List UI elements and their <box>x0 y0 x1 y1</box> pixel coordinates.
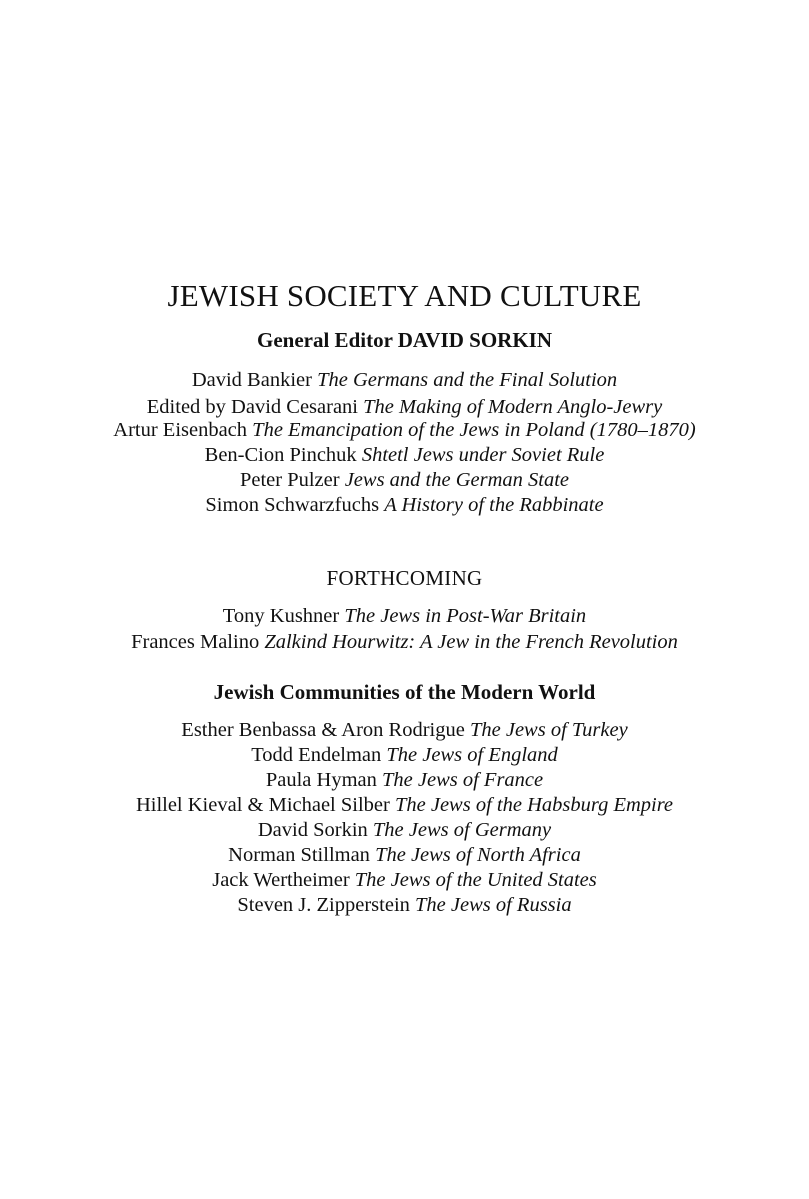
book-author: David Bankier <box>191 369 312 391</box>
book-title: The Jews of Turkey <box>469 719 628 741</box>
book-title: The Jews of England <box>386 744 558 766</box>
book-entry <box>0 606 809 627</box>
book-entry <box>0 845 809 866</box>
book-author: Esther Benbassa & Aron Rodrigue <box>181 719 465 741</box>
forthcoming-heading: FORTHCOMING <box>326 566 483 590</box>
book-entry <box>0 795 809 816</box>
book-entry <box>0 420 809 441</box>
book-author: Frances Malino <box>131 631 260 653</box>
book-author: Peter Pulzer <box>239 469 340 491</box>
book-author: Artur Eisenbach <box>113 419 248 441</box>
book-title: The Jews of the Habsburg Empire <box>394 794 674 816</box>
book-entry <box>0 632 809 653</box>
book-title: The Jews of Germany <box>372 819 552 841</box>
book-title: Shtetl Jews under Soviet Rule <box>361 444 605 466</box>
series-title: JEWISH SOCIETY AND CULTURE <box>167 278 642 313</box>
book-author: Todd Endelman <box>251 744 382 766</box>
book-entry <box>0 495 809 516</box>
book-author: Steven J. Zipperstein <box>237 894 410 916</box>
book-author: Hillel Kieval & Michael Silber <box>135 794 390 816</box>
book-author: Paula Hyman <box>265 769 377 791</box>
book-author: Tony Kushner <box>222 605 340 627</box>
book-author: Simon Schwarzfuchs <box>205 494 380 516</box>
general-editor: General Editor DAVID SORKIN <box>257 328 552 352</box>
book-entry <box>0 870 809 891</box>
book-entry <box>0 745 809 766</box>
book-entry <box>0 445 809 466</box>
book-entry <box>0 770 809 791</box>
book-title: The Jews of North Africa <box>375 844 581 866</box>
book-entry <box>0 720 809 741</box>
book-title: The Jews of the United States <box>354 869 597 891</box>
book-title: A History of the Rabbinate <box>384 494 604 516</box>
book-title: The Making of Modern Anglo-Jewry <box>363 396 663 418</box>
book-title: The Jews in Post-War Britain <box>344 605 587 627</box>
book-entry <box>0 895 809 916</box>
book-title: The Jews of Russia <box>415 894 572 916</box>
book-author: Norman Stillman <box>228 844 370 866</box>
book-title: Jews and the German State <box>344 469 570 491</box>
book-title: The Emancipation of the Jews in Poland (1780–1870) <box>252 419 696 441</box>
book-author: Ben-Cion Pinchuk <box>204 444 357 466</box>
book-title: Zalkind Hourwitz: A Jew in the French Revolution <box>264 631 678 653</box>
book-author: Edited by David Cesarani <box>146 396 358 418</box>
book-entry <box>0 470 809 491</box>
subseries-title: Jewish Communities of the Modern World <box>213 680 596 704</box>
book-title: The Germans and the Final Solution <box>317 369 618 391</box>
book-entry <box>0 370 809 391</box>
book-entry <box>0 820 809 841</box>
book-entry <box>0 397 809 418</box>
book-author: Jack Wertheimer <box>212 869 350 891</box>
book-title: The Jews of France <box>382 769 544 791</box>
book-author: David Sorkin <box>257 819 368 841</box>
